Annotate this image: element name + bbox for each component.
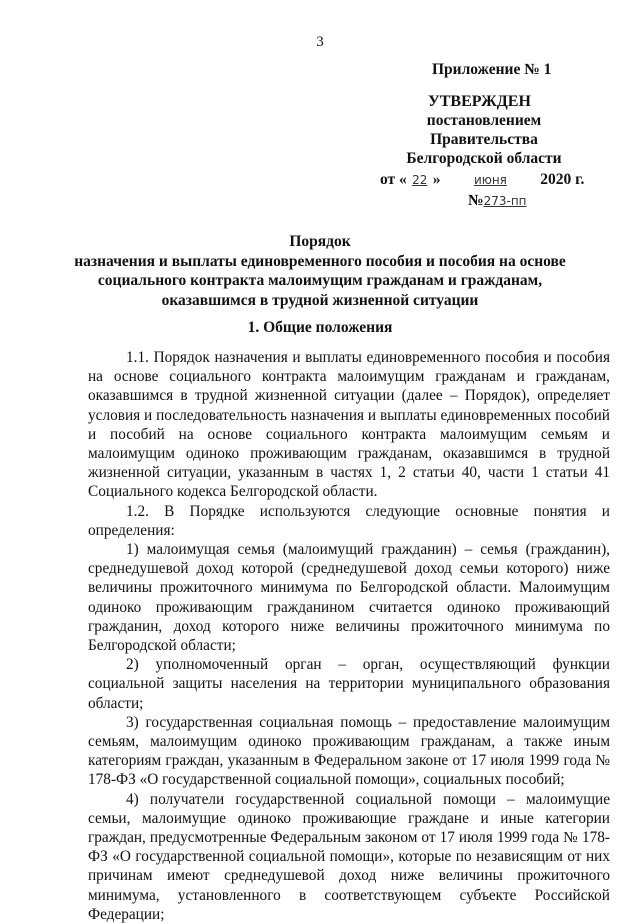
paragraph: 2) уполномоченный орган – орган, осуществляющий функции социальной защиты населения на территории муниципального образования области;: [88, 656, 610, 712]
date-day: 22: [412, 173, 428, 187]
date-year: 2020 г.: [540, 171, 585, 188]
body-text: [88, 348, 610, 924]
number-prefix: №: [468, 192, 484, 209]
paragraph: 1.1. Порядок назначения и выплаты единовременного пособия и пособия на основе социального контракта малоимущим гражданам и гражданам, оказавшимся в трудной жизненной ситуации (далее – Порядок), определяет условия и последовательность назначения и выплаты единовременных пособий и пособий на основе социального контракта малоимущим семьям и малоимущим одиноко проживающим гражданам, оказавшимся в трудной жизненной ситуации, указанным в частях 1, 2 статьи 40, части 1 статьи 41 Социального кодекса Белгородской области.: [88, 349, 610, 501]
document-title: [60, 232, 580, 310]
date-mid: »: [432, 171, 441, 188]
document-number: [380, 191, 610, 211]
approved-label: УТВЕРЖДЕН: [428, 93, 531, 110]
title-line-1: Порядок: [289, 233, 351, 250]
date-month: июня: [473, 173, 507, 187]
paragraph: 1) малоимущая семья (малоимущий гражданин) – семья (гражданин), среднедушевой доход которой (среднедушевой доход семьи которого) ниже величины прожиточного минимума по Белгородской области. Малоимущим одиноко проживающим гражданином считается одиноко проживающий гражданин, доход которого ниже величины прожиточного минимума по Белгородской области;: [88, 541, 610, 655]
page-number: 3: [316, 34, 324, 50]
number-value: 273-пп: [483, 194, 527, 208]
date-prefix: от «: [380, 171, 407, 188]
paragraph: 4) получатели государственной социальной помощи – малоимущие семьи, малоимущие одиноко проживающие граждане и иные категории граждан, предусмотренные Федеральным законом от 17 июля 1999 года № 178-ФЗ «О государственной социальной помощи», которые по независящим от них причинам имеют среднедушевой доход ниже величины прожиточного минимума, установленного в соответствующем субъекте Российской Федерации;: [88, 790, 610, 923]
approval-stamp: [380, 60, 610, 211]
approval-line-1: постановлением Правительства: [426, 112, 542, 148]
title-line-4: оказавшимся в трудной жизненной ситуации: [161, 291, 479, 309]
paragraph: 3) государственная социальная помощь – предоставление малоимущим семьям, малоимущим одиноко проживающим гражданам, а также иным категориям граждан, указанным в Федеральном законе от 17 июля 1999 года № 178-ФЗ «О государственной социальной помощи», социальных пособий;: [88, 713, 610, 789]
section-heading: 1. Общие положения: [247, 319, 393, 336]
title-line-3: социального контракта малоимущим гражданам и гражданам,: [97, 272, 543, 289]
approval-line-2: Белгородской области: [406, 150, 562, 167]
title-line-2: назначения и выплаты единовременного пособия и пособия на основе: [74, 252, 566, 270]
paragraph: 1.2. В Порядке используются следующие основные понятия и определения:: [88, 502, 610, 539]
approval-date: [380, 170, 610, 190]
annex-label: Приложение № 1: [432, 61, 552, 78]
